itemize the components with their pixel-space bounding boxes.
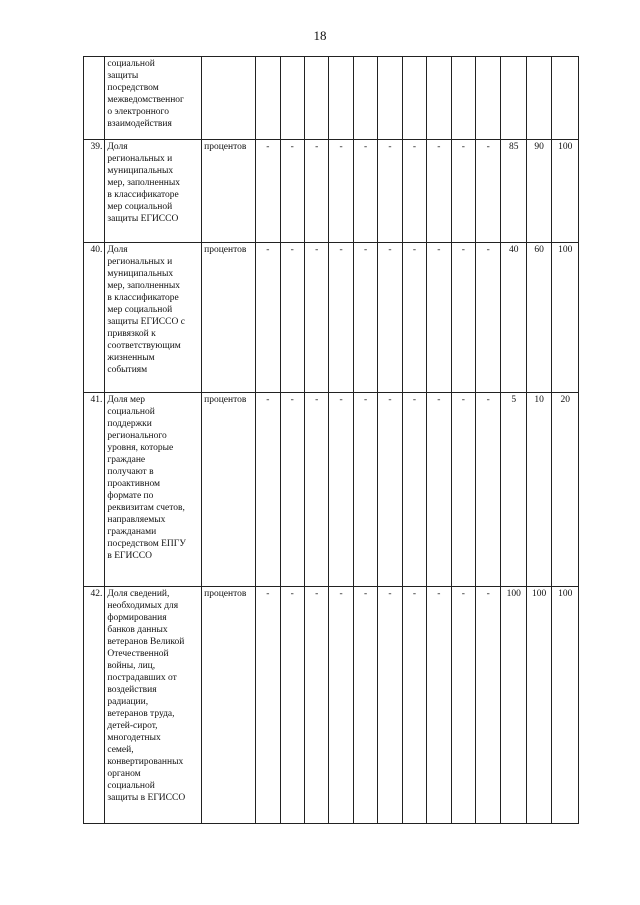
empty-cell — [329, 57, 353, 140]
value-cell: 100 — [526, 587, 551, 824]
table-row — [84, 587, 579, 824]
empty-cell — [552, 57, 579, 140]
value-cell: 100 — [552, 140, 579, 243]
dash-cell: - — [304, 587, 328, 824]
dash-cell: - — [304, 140, 328, 243]
empty-cell — [280, 57, 304, 140]
dash-cell: - — [353, 243, 377, 393]
dash-cell: - — [353, 140, 377, 243]
empty-cell — [427, 57, 451, 140]
dash-cell: - — [427, 587, 451, 824]
dash-cell: - — [402, 243, 426, 393]
dash-cell: - — [476, 587, 501, 824]
dash-cell: - — [329, 393, 353, 587]
dash-cell: - — [427, 140, 451, 243]
empty-cell — [476, 57, 501, 140]
dash-cell: - — [451, 243, 475, 393]
unit-cell — [202, 57, 256, 140]
dash-cell: - — [280, 587, 304, 824]
dash-cell: - — [280, 243, 304, 393]
empty-cell — [402, 57, 426, 140]
dash-cell: - — [378, 587, 402, 824]
dash-cell: - — [329, 140, 353, 243]
dash-cell: - — [402, 587, 426, 824]
dash-cell: - — [353, 587, 377, 824]
page-number: 18 — [313, 28, 327, 43]
value-cell: 85 — [501, 140, 526, 243]
value-cell: 60 — [526, 243, 551, 393]
value-cell: 100 — [552, 587, 579, 824]
dash-cell: - — [280, 140, 304, 243]
unit-cell: процентов — [202, 140, 256, 243]
dash-cell: - — [353, 393, 377, 587]
value-cell: 40 — [501, 243, 526, 393]
row-number-cell: 42. — [84, 587, 105, 824]
value-cell: 5 — [501, 393, 526, 587]
dash-cell: - — [329, 587, 353, 824]
indicator-name-cell: Доля мер социальной поддержки регионального уровня, которые граждане получают в проактивном формате по реквизитам счетов, направляемых гражданами посредством ЕПГУ в ЕГИССО — [105, 393, 202, 587]
indicator-name-cell: социальной защиты посредством межведомственног о электронного взаимодействия — [105, 57, 202, 140]
dash-cell: - — [256, 393, 280, 587]
dash-cell: - — [402, 140, 426, 243]
dash-cell: - — [329, 243, 353, 393]
dash-cell: - — [378, 243, 402, 393]
row-number-cell — [84, 57, 105, 140]
indicator-name-cell: Доля региональных и муниципальных мер, заполненных в классификаторе мер социальной защиты ЕГИССО — [105, 140, 202, 243]
dash-cell: - — [280, 393, 304, 587]
value-cell: 90 — [526, 140, 551, 243]
indicators-table — [83, 56, 579, 824]
indicator-name-cell: Доля региональных и муниципальных мер, заполненных в классификаторе мер социальной защиты ЕГИССО с привязкой к соответствующим жизненным событиям — [105, 243, 202, 393]
empty-cell — [353, 57, 377, 140]
dash-cell: - — [304, 393, 328, 587]
table-row — [84, 243, 579, 393]
unit-cell: процентов — [202, 393, 256, 587]
dash-cell: - — [451, 393, 475, 587]
empty-cell — [256, 57, 280, 140]
empty-cell — [501, 57, 526, 140]
dash-cell: - — [256, 243, 280, 393]
empty-cell — [304, 57, 328, 140]
unit-cell: процентов — [202, 587, 256, 824]
dash-cell: - — [427, 243, 451, 393]
dash-cell: - — [427, 393, 451, 587]
dash-cell: - — [378, 393, 402, 587]
value-cell: 100 — [501, 587, 526, 824]
empty-cell — [526, 57, 551, 140]
table-row-continuation — [84, 57, 579, 140]
row-number-cell: 40. — [84, 243, 105, 393]
dash-cell: - — [304, 243, 328, 393]
dash-cell: - — [476, 243, 501, 393]
table-row — [84, 393, 579, 587]
table-row — [84, 140, 579, 243]
empty-cell — [378, 57, 402, 140]
value-cell: 10 — [526, 393, 551, 587]
unit-cell: процентов — [202, 243, 256, 393]
dash-cell: - — [256, 140, 280, 243]
empty-cell — [451, 57, 475, 140]
dash-cell: - — [476, 393, 501, 587]
dash-cell: - — [476, 140, 501, 243]
row-number-cell: 39. — [84, 140, 105, 243]
dash-cell: - — [451, 140, 475, 243]
dash-cell: - — [451, 587, 475, 824]
value-cell: 100 — [552, 243, 579, 393]
row-number-cell: 41. — [84, 393, 105, 587]
indicator-name-cell: Доля сведений, необходимых для формирования банков данных ветеранов Великой Отечественной войны, лиц, пострадавших от воздействия радиации, ветеранов труда, детей-сирот, многодетных семей, конвертированных органом социальной защиты в ЕГИССО — [105, 587, 202, 824]
dash-cell: - — [402, 393, 426, 587]
dash-cell: - — [256, 587, 280, 824]
value-cell: 20 — [552, 393, 579, 587]
dash-cell: - — [378, 140, 402, 243]
